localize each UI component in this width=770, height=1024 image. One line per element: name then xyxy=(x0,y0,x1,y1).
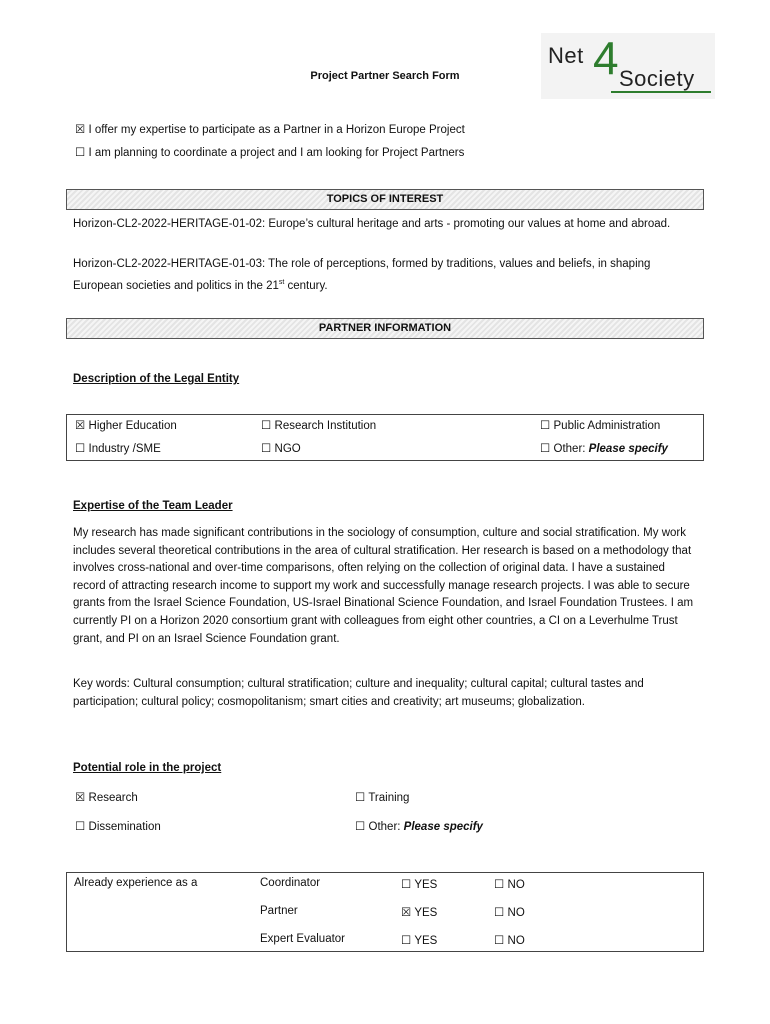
form-title: Project Partner Search Form xyxy=(310,70,460,82)
checkbox-label: YES xyxy=(414,935,438,947)
topic-item xyxy=(73,256,699,295)
topics-of-interest-heading: TOPICS OF INTEREST xyxy=(66,189,704,210)
experience-role-partner: Partner xyxy=(260,905,298,917)
checkbox-label: NO xyxy=(507,879,525,891)
evaluator-yes-checkbox[interactable] xyxy=(401,933,437,947)
coordinator-no-checkbox[interactable] xyxy=(494,877,525,891)
coordinator-yes-checkbox[interactable] xyxy=(401,877,437,891)
potential-role-heading: Potential role in the project xyxy=(73,762,222,774)
checkbox-label: I offer my expertise to participate as a Partner in a Horizon Europe Project xyxy=(88,124,465,136)
experience-role-evaluator: Expert Evaluator xyxy=(260,933,346,945)
checkbox-label: Other: xyxy=(368,821,404,833)
topic-item-sup: st xyxy=(278,278,285,286)
checkbox-label: NGO xyxy=(274,443,301,455)
checkbox-label: YES xyxy=(414,879,438,891)
checkbox-mark: ☐ xyxy=(75,821,86,833)
checkbox-mark: ☐ xyxy=(494,907,505,919)
industry-sme-checkbox[interactable] xyxy=(75,441,161,455)
checkbox-mark: ☐ xyxy=(494,935,505,947)
checkbox-mark: ☒ xyxy=(75,792,86,804)
public-administration-checkbox[interactable] xyxy=(540,418,660,432)
checkbox-mark: ☐ xyxy=(494,879,505,891)
experience-table xyxy=(66,872,704,952)
offer-expertise-checkbox[interactable] xyxy=(75,122,465,136)
logo-text-net: Net xyxy=(548,43,584,68)
evaluator-no-checkbox[interactable] xyxy=(494,933,525,947)
keywords-text: Key words: Cultural consumption; cultural stratification; culture and inequality; cultural capital; cultural tastes and participation; cultural policy; cosmopolitanism; smart cities and creativity; art museums; globalization. xyxy=(73,678,644,708)
checkbox-label: Public Administration xyxy=(553,420,661,432)
role-research-checkbox[interactable] xyxy=(75,790,138,804)
logo-text-society: Society xyxy=(619,66,695,91)
checkbox-label: Other: xyxy=(553,443,589,455)
checkbox-label: I am planning to coordinate a project and I am looking for Project Partners xyxy=(88,147,465,159)
checkbox-mark: ☐ xyxy=(355,792,366,804)
checkbox-mark: ☐ xyxy=(540,420,551,432)
checkbox-mark: ☐ xyxy=(261,443,272,455)
logo-text-four: 4 xyxy=(593,32,619,84)
checkbox-label: Research Institution xyxy=(274,420,377,432)
topic-item-tail: century. xyxy=(284,279,328,292)
checkbox-mark: ☐ xyxy=(75,443,86,455)
role-dissemination-checkbox[interactable] xyxy=(75,819,161,833)
legal-entity-heading: Description of the Legal Entity xyxy=(73,373,240,385)
logo-underline xyxy=(611,91,711,93)
topic-item-text: Horizon-CL2-2022-HERITAGE-01-03: The role of perceptions, formed by traditions, values and beliefs, in shaping European societies and politics in the 21 xyxy=(73,258,651,292)
coordinate-project-checkbox[interactable] xyxy=(75,145,464,159)
please-specify-text: Please specify xyxy=(403,821,483,833)
expertise-heading: Expertise of the Team Leader xyxy=(73,500,233,512)
checkbox-label: Research xyxy=(88,792,138,804)
expertise-body: My research has made significant contributions in the sociology of consumption, culture and social stratification. My work includes several theoretical contributions in the area of cultural stratification. Her research is based on a methodology that involves cross-national and over-time comparisons, often relying on the collection of original data. I have a sustained record of attracting research income to support my work and successfully manage research projects. I was able to secure grants from the Israel Science Foundation, US-Israel Binational Science Foundation, and Israel Foundation Trustees. I am currently PI on a Horizon 2020 consortium grant with colleagues from eight other countries, a CI on a Leverhulme Trust grant, and PI on an Israel Science Foundation grant. xyxy=(73,527,694,645)
experience-role-coordinator: Coordinator xyxy=(260,877,321,889)
please-specify-text: Please specify xyxy=(588,443,668,455)
partner-yes-checkbox[interactable] xyxy=(401,905,437,919)
checkbox-mark: ☐ xyxy=(75,147,86,159)
checkbox-mark: ☐ xyxy=(540,443,551,455)
partner-information-heading: PARTNER INFORMATION xyxy=(66,318,704,339)
experience-label: Already experience as a xyxy=(74,877,198,889)
partner-no-checkbox[interactable] xyxy=(494,905,525,919)
role-other-checkbox[interactable] xyxy=(355,819,483,833)
checkbox-mark: ☐ xyxy=(401,935,412,947)
research-institution-checkbox[interactable] xyxy=(261,418,376,432)
checkbox-label: Higher Education xyxy=(88,420,177,432)
checkbox-label: Dissemination xyxy=(88,821,161,833)
checkbox-mark: ☐ xyxy=(261,420,272,432)
higher-education-checkbox[interactable] xyxy=(75,418,177,432)
checkbox-mark: ☐ xyxy=(401,879,412,891)
checkbox-mark: ☒ xyxy=(75,124,86,136)
other-entity-checkbox[interactable] xyxy=(540,441,668,455)
topic-item: Horizon-CL2-2022-HERITAGE-01-02: Europe’s cultural heritage and arts - promoting our values at home and abroad. xyxy=(73,218,671,230)
checkbox-mark: ☒ xyxy=(75,420,86,432)
role-training-checkbox[interactable] xyxy=(355,790,409,804)
checkbox-mark: ☒ xyxy=(401,907,412,919)
checkbox-label: Training xyxy=(368,792,410,804)
net4society-logo xyxy=(541,33,715,99)
legal-entity-box xyxy=(66,414,704,461)
checkbox-mark: ☐ xyxy=(355,821,366,833)
checkbox-label: Industry /SME xyxy=(88,443,161,455)
checkbox-label: YES xyxy=(414,907,438,919)
checkbox-label: NO xyxy=(507,907,525,919)
ngo-checkbox[interactable] xyxy=(261,441,301,455)
checkbox-label: NO xyxy=(507,935,525,947)
